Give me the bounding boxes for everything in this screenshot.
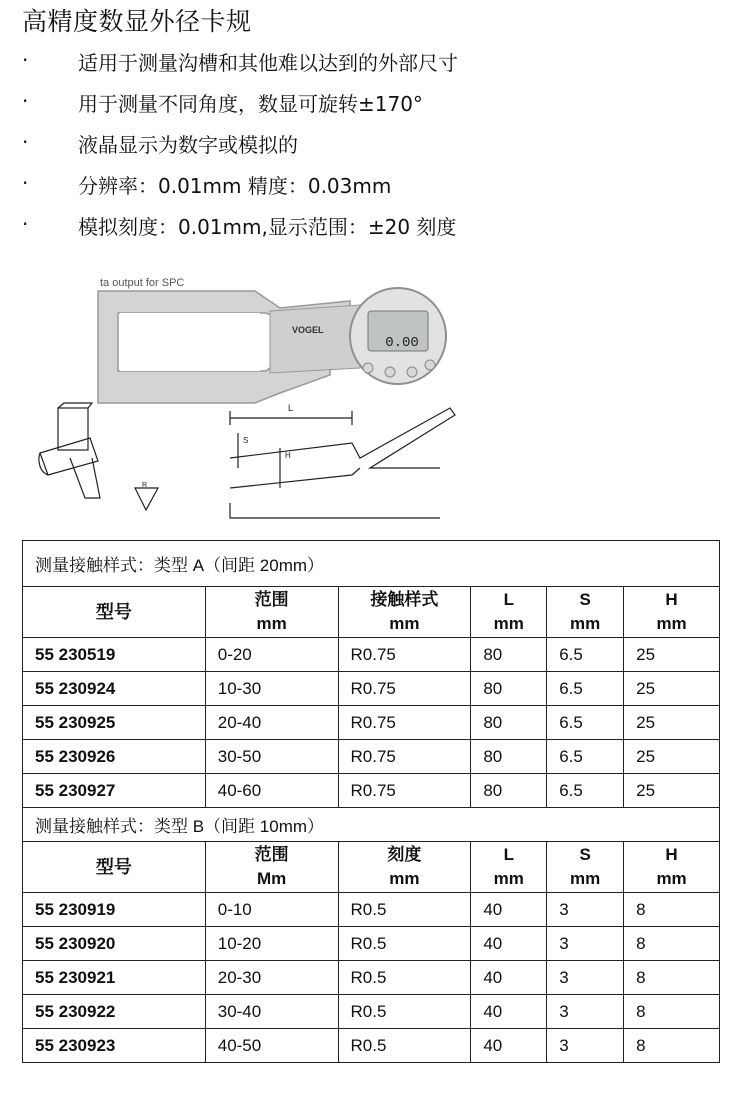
s-cell: 3	[547, 927, 624, 961]
feature-item	[22, 85, 742, 126]
header-cell: 范围 Mm	[205, 842, 338, 893]
l-cell: 40	[471, 995, 547, 1029]
table-row	[23, 927, 720, 961]
contact-cell: R0.75	[338, 672, 471, 706]
model-cell: 55 230920	[23, 927, 206, 961]
s-cell: 3	[547, 995, 624, 1029]
brand-logo: VOGEL	[292, 325, 324, 335]
groove-sketch	[39, 403, 158, 510]
scale-cell: R0.5	[338, 927, 471, 961]
header-cell: 范围 mm	[205, 587, 338, 638]
range-cell: 30-40	[205, 995, 338, 1029]
header-cell: 型号	[23, 587, 206, 638]
scale-cell: R0.5	[338, 961, 471, 995]
radius-label: R	[142, 482, 148, 489]
upper-jaw	[230, 408, 455, 468]
model-cell: 55 230919	[23, 893, 206, 927]
table-row	[23, 995, 720, 1029]
dim-label-S: S	[243, 436, 249, 445]
s-cell: 6.5	[547, 672, 624, 706]
feature-item	[22, 208, 742, 249]
header-cell: S mm	[547, 842, 624, 893]
bullet-mark: ·	[22, 130, 29, 154]
section-header-a	[23, 541, 720, 587]
h-cell: 25	[624, 774, 720, 808]
contact-cell: R0.75	[338, 774, 471, 808]
s-cell: 6.5	[547, 774, 624, 808]
s-cell: 3	[547, 893, 624, 927]
h-cell: 25	[624, 672, 720, 706]
column-headers	[23, 842, 720, 893]
table-row	[23, 740, 720, 774]
model-cell: 55 230519	[23, 638, 206, 672]
feature-list	[22, 44, 742, 249]
table-row	[23, 893, 720, 927]
feature-text: 液晶显示为数字或模拟的	[78, 133, 298, 157]
h-cell: 25	[624, 706, 720, 740]
l-cell: 40	[471, 961, 547, 995]
column-headers	[23, 587, 720, 638]
l-cell: 80	[471, 672, 547, 706]
dial-button-icon	[425, 360, 435, 370]
model-cell: 55 230925	[23, 706, 206, 740]
header-cell: L mm	[471, 842, 547, 893]
specification-table	[22, 540, 720, 1063]
range-cell: 0-10	[205, 893, 338, 927]
jaw-profile	[230, 468, 360, 488]
range-cell: 10-20	[205, 927, 338, 961]
model-cell: 55 230923	[23, 1029, 206, 1063]
feature-text: 用于测量不同角度，数显可旋转±170°	[78, 92, 423, 116]
bullet-mark: ·	[22, 89, 29, 113]
product-figure	[30, 253, 470, 523]
section-title: 测量接触样式：类型 B（间距 10mm）	[23, 808, 720, 842]
range-cell: 20-40	[205, 706, 338, 740]
bullet-mark: ·	[22, 171, 29, 195]
h-cell: 8	[624, 995, 720, 1029]
bullet-mark: ·	[22, 212, 29, 236]
s-cell: 3	[547, 1029, 624, 1063]
range-cell: 40-50	[205, 1029, 338, 1063]
scale-cell: R0.5	[338, 995, 471, 1029]
model-cell: 55 230926	[23, 740, 206, 774]
caliper-gap	[120, 313, 260, 371]
range-cell: 10-30	[205, 672, 338, 706]
scale-cell: R0.5	[338, 893, 471, 927]
h-cell: 8	[624, 927, 720, 961]
header-cell: 接触样式 mm	[338, 587, 471, 638]
caliper-photo	[98, 277, 446, 403]
dial-button-icon	[407, 367, 417, 377]
contact-tip	[70, 458, 100, 498]
l-cell: 80	[471, 740, 547, 774]
l-cell: 40	[471, 1029, 547, 1063]
range-cell: 40-60	[205, 774, 338, 808]
section-title: 测量接触样式：类型 A（间距 20mm）	[23, 541, 720, 587]
range-cell: 20-30	[205, 961, 338, 995]
feature-text: 模拟刻度：0.01mm,显示范围：±20 刻度	[78, 215, 457, 239]
header-cell: H mm	[624, 842, 720, 893]
dim-label-L: L	[288, 403, 294, 413]
dim-label-H: H	[285, 451, 291, 460]
section-header-b	[23, 808, 720, 842]
s-cell: 6.5	[547, 706, 624, 740]
feature-item	[22, 44, 742, 85]
dial-button-icon	[363, 363, 373, 373]
dimension-sketch	[230, 403, 455, 518]
bullet-mark: ·	[22, 48, 29, 72]
h-cell: 8	[624, 961, 720, 995]
table-row	[23, 672, 720, 706]
header-cell: H mm	[624, 587, 720, 638]
feature-item	[22, 167, 742, 208]
l-cell: 40	[471, 927, 547, 961]
model-cell: 55 230921	[23, 961, 206, 995]
l-cell: 80	[471, 774, 547, 808]
l-cell: 80	[471, 706, 547, 740]
probe-block-top	[58, 403, 92, 408]
page-title: 高精度数显外径卡规	[22, 7, 252, 36]
model-cell: 55 230924	[23, 672, 206, 706]
table-row	[23, 638, 720, 672]
feature-text: 适用于测量沟槽和其他难以达到的外部尺寸	[78, 51, 458, 75]
s-cell: 6.5	[547, 638, 624, 672]
workpiece-cylinder	[40, 438, 98, 475]
lower-jaw	[230, 503, 440, 518]
lcd-readout: 0.00	[385, 335, 419, 351]
range-cell: 30-50	[205, 740, 338, 774]
dial-button-icon	[385, 367, 395, 377]
scale-cell: R0.5	[338, 1029, 471, 1063]
header-cell: S mm	[547, 587, 624, 638]
model-cell: 55 230927	[23, 774, 206, 808]
h-cell: 8	[624, 1029, 720, 1063]
spc-overlay-text: ta output for SPC	[100, 277, 185, 289]
header-cell: L mm	[471, 587, 547, 638]
table-row	[23, 774, 720, 808]
table-row	[23, 706, 720, 740]
l-cell: 40	[471, 893, 547, 927]
model-cell: 55 230922	[23, 995, 206, 1029]
l-cell: 80	[471, 638, 547, 672]
h-cell: 8	[624, 893, 720, 927]
contact-cell: R0.75	[338, 706, 471, 740]
radius-tip-icon	[135, 488, 158, 510]
header-cell: 型号	[23, 842, 206, 893]
s-cell: 6.5	[547, 740, 624, 774]
contact-cell: R0.75	[338, 740, 471, 774]
s-cell: 3	[547, 961, 624, 995]
header-cell: 刻度 mm	[338, 842, 471, 893]
feature-item	[22, 126, 742, 167]
h-cell: 25	[624, 638, 720, 672]
table-row	[23, 961, 720, 995]
range-cell: 0-20	[205, 638, 338, 672]
contact-cell: R0.75	[338, 638, 471, 672]
caliper-body	[270, 305, 360, 373]
table-row	[23, 1029, 720, 1063]
h-cell: 25	[624, 740, 720, 774]
feature-text: 分辨率：0.01mm 精度：0.03mm	[78, 174, 392, 198]
